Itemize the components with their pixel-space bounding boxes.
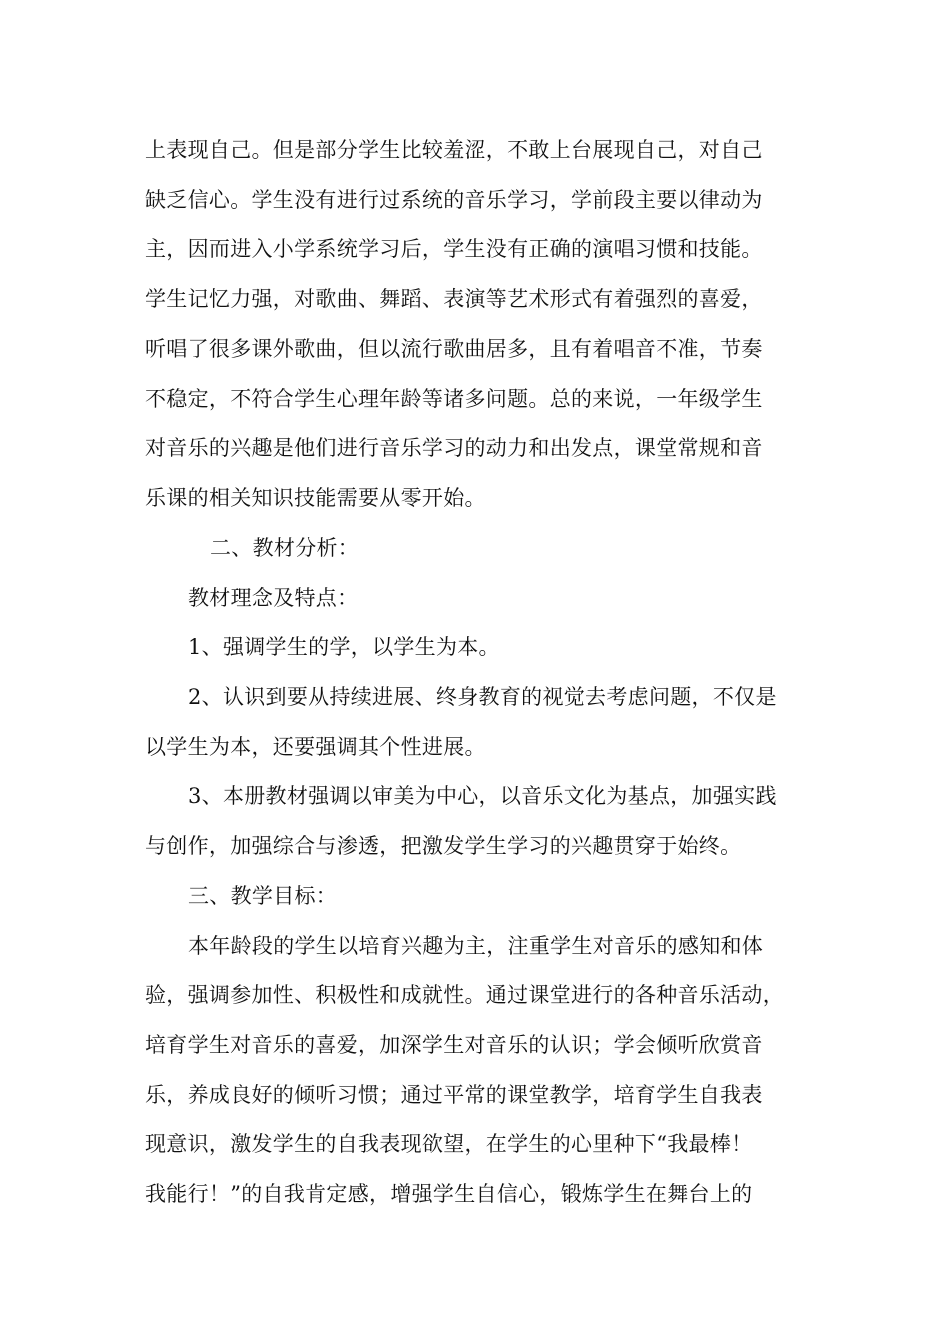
text-line: 以学生为本，还要强调其个性进展。 (145, 735, 486, 759)
text-line: 缺乏信心。学生没有进行过系统的音乐学习，学前段主要以律动为 (145, 188, 763, 212)
list-item: 1、强调学生的学，以学生为本。 (188, 635, 500, 659)
text-line: 对音乐的兴趣是他们进行音乐学习的动力和出发点，课堂常规和音 (145, 436, 763, 460)
text-line: 验，强调参加性、积极性和成就性。通过课堂进行的各种音乐活动， (145, 983, 784, 1007)
section-heading: 二、教材分析： (210, 536, 360, 560)
list-item: 3、本册教材强调以审美为中心，以音乐文化为基点，加强实践 (188, 784, 777, 808)
text-line: 培育学生对音乐的喜爱，加深学生对音乐的认识；学会倾听欣赏音 (145, 1033, 763, 1057)
section-heading: 三、教学目标： (188, 884, 338, 908)
text-line: 不稳定，不符合学生心理年龄等诸多问题。总的来说，一年级学生 (145, 387, 763, 411)
text-line: 学生记忆力强，对歌曲、舞蹈、表演等艺术形式有着强烈的喜爱， (145, 287, 763, 311)
text-line: 现意识，激发学生的自我表现欲望，在学生的心里种下“我最棒！ (145, 1132, 753, 1156)
text-line: 我能行！”的自我肯定感，增强学生自信心，锻炼学生在舞台上的 (145, 1182, 753, 1206)
paragraph-start: 本年龄段的学生以培育兴趣为主，注重学生对音乐的感知和体 (188, 934, 764, 958)
text-line: 主，因而进入小学系统学习后，学生没有正确的演唱习惯和技能。 (145, 237, 763, 261)
text-line: 上表现自己。但是部分学生比较羞涩，不敢上台展现自己，对自己 (145, 138, 763, 162)
subsection-heading: 教材理念及特点： (188, 586, 359, 610)
text-line: 乐，养成良好的倾听习惯；通过平常的课堂教学，培育学生自我表 (145, 1083, 763, 1107)
text-line: 听唱了很多课外歌曲，但以流行歌曲居多，且有着唱音不准，节奏 (145, 337, 763, 361)
text-line: 与创作，加强综合与渗透，把激发学生学习的兴趣贯穿于始终。 (145, 834, 742, 858)
text-line: 乐课的相关知识技能需要从零开始。 (145, 486, 486, 510)
list-item: 2、认识到要从持续进展、终身教育的视觉去考虑问题，不仅是 (188, 685, 777, 709)
